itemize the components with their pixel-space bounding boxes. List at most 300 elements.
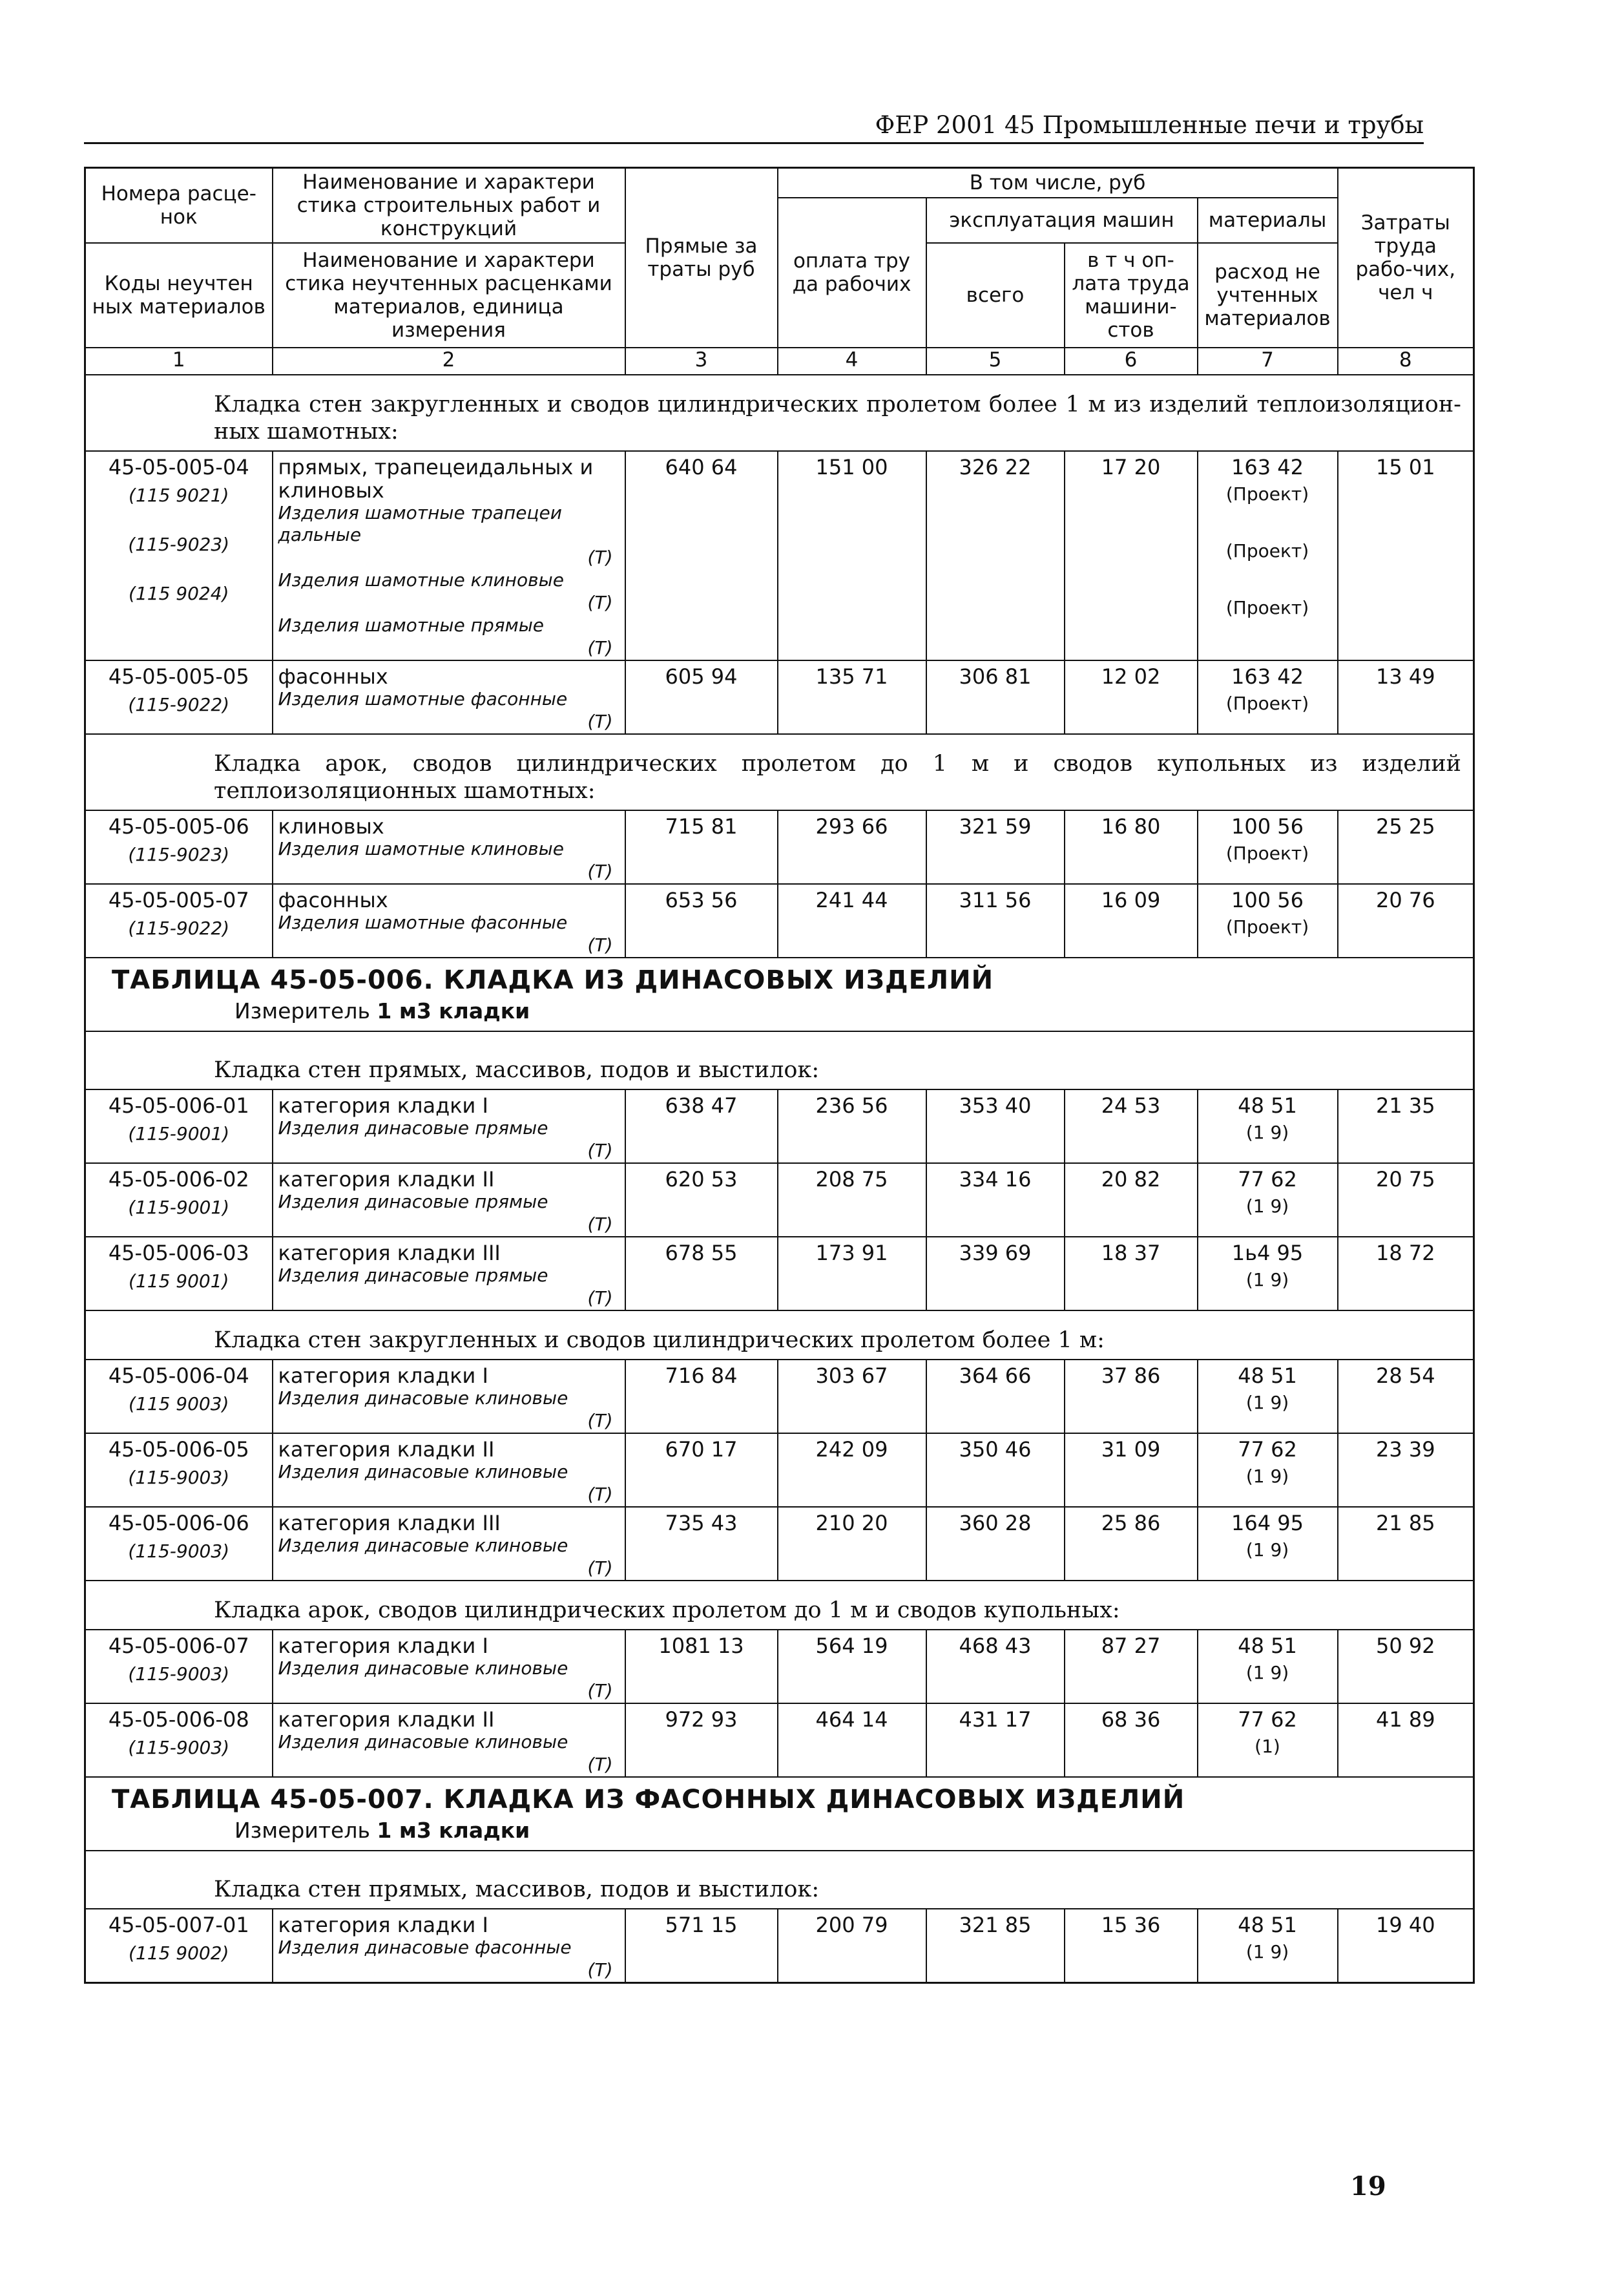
- material-code: (115 9001): [129, 1270, 229, 1292]
- table-row: [85, 810, 1474, 884]
- code-cell: [85, 1909, 273, 1983]
- value-cell-hours: [1338, 660, 1474, 734]
- section-title: Кладка стен закругленных и сводов цилиндрических пролетом более 1 м:: [85, 1310, 1474, 1360]
- material-name: Изделия шамотные клиновые: [278, 837, 564, 859]
- value-cell-labor: [778, 1630, 926, 1703]
- material-code: (115-9003): [128, 1540, 230, 1562]
- value-cell-mach-labor: [1065, 1360, 1198, 1433]
- work-name: категория кладки I: [278, 1633, 488, 1658]
- value-labor: 135 71: [815, 664, 888, 689]
- code-cell: [85, 1163, 273, 1237]
- work-name: категория кладки I: [278, 1912, 488, 1937]
- material-qty: (1 9): [1245, 1661, 1289, 1683]
- value-cell-hours: [1338, 1703, 1474, 1777]
- material-qty: (1 9): [1245, 1268, 1289, 1290]
- material-unit: (Т): [587, 1483, 613, 1505]
- work-name: категория кладки III: [278, 1240, 501, 1265]
- value-hours: 20 76: [1375, 887, 1435, 912]
- value-mat: 48 51: [1238, 1912, 1297, 1937]
- page-number: 19: [1350, 2171, 1386, 2202]
- value-cell-hours: [1338, 1630, 1474, 1703]
- name-cell: [273, 1507, 625, 1581]
- value-cell-mach: [926, 1630, 1065, 1703]
- value-mat: 100 56: [1231, 887, 1304, 912]
- value-mat: 77 62: [1238, 1707, 1297, 1732]
- material-qty: (Проект): [1225, 540, 1309, 562]
- value-hours: 20 75: [1375, 1166, 1435, 1192]
- value-labor: 242 09: [815, 1436, 888, 1462]
- table-title-block: [85, 1777, 1474, 1851]
- code-cell: [85, 1433, 273, 1507]
- material-unit: (Т): [587, 860, 613, 882]
- value-hours: 13 49: [1375, 664, 1435, 689]
- material-qty: (1 9): [1245, 1391, 1289, 1413]
- value-cell-hours: [1338, 1909, 1474, 1983]
- value-cell-mat: [1198, 1630, 1338, 1703]
- rate-code: 45-05-005-07: [108, 887, 249, 912]
- table-title-block: [85, 958, 1474, 1031]
- value-mat: 77 62: [1238, 1436, 1297, 1462]
- value-cell-mach: [926, 810, 1065, 884]
- material-code: (115 9021): [129, 484, 229, 506]
- value-labor: 236 56: [815, 1093, 888, 1118]
- column-number: 4: [778, 348, 926, 375]
- column-number: 1: [85, 348, 273, 375]
- col8-header: Затраты труда рабо-чих, чел ч: [1338, 168, 1474, 348]
- table-row: [85, 1163, 1474, 1237]
- table-row: [85, 1360, 1474, 1433]
- value-direct: 716 84: [665, 1363, 738, 1388]
- material-qty: (1 9): [1245, 1940, 1289, 1962]
- material-code: (115-9003): [128, 1736, 230, 1758]
- value-cell-mach: [926, 1089, 1065, 1163]
- value-cell-mat: [1198, 1909, 1338, 1983]
- material-qty: (1): [1254, 1735, 1280, 1757]
- value-cell-mach-labor: [1065, 1507, 1198, 1581]
- work-name: клиновых: [278, 814, 384, 839]
- materials-header: материалы: [1198, 198, 1338, 243]
- value-labor: 210 20: [815, 1510, 888, 1535]
- value-cell-mat: [1198, 810, 1338, 884]
- meter-label: Измеритель: [234, 998, 370, 1024]
- value-mach: 431 17: [959, 1707, 1032, 1732]
- value-labor: 208 75: [815, 1166, 888, 1192]
- value-cell-mat: [1198, 660, 1338, 734]
- value-direct: 972 93: [665, 1707, 738, 1732]
- value-mach-labor: 87 27: [1101, 1633, 1161, 1658]
- value-mat: 48 51: [1238, 1633, 1297, 1658]
- table-row: [85, 1703, 1474, 1777]
- value-direct: 571 15: [665, 1912, 738, 1937]
- code-cell: [85, 884, 273, 958]
- value-cell-mach: [926, 1909, 1065, 1983]
- name-cell: [273, 1703, 625, 1777]
- table-row: [85, 660, 1474, 734]
- value-cell-mach: [926, 1360, 1065, 1433]
- value-cell-hours: [1338, 1163, 1474, 1237]
- material-name: Изделия шамотные прямые: [278, 614, 545, 636]
- value-hours: 15 01: [1375, 454, 1435, 479]
- value-direct: 1081 13: [658, 1633, 744, 1658]
- value-cell-labor: [778, 810, 926, 884]
- value-cell-labor: [778, 1237, 926, 1310]
- col5-header: всего: [926, 243, 1065, 348]
- work-name: категория кладки II: [278, 1707, 495, 1732]
- meter-line: [234, 1819, 1447, 1842]
- column-number: 2: [273, 348, 625, 375]
- value-cell-labor: [778, 1163, 926, 1237]
- value-cell-hours: [1338, 1507, 1474, 1581]
- value-mat: 1ь4 95: [1231, 1240, 1304, 1265]
- material-unit: (Т): [587, 1557, 613, 1579]
- rate-code: 45-05-005-04: [108, 454, 249, 479]
- value-cell-hours: [1338, 451, 1474, 660]
- material-qty: (1 9): [1245, 1195, 1289, 1217]
- value-mach: 339 69: [959, 1240, 1032, 1265]
- column-number: 7: [1198, 348, 1338, 375]
- value-mach: 311 56: [959, 887, 1032, 912]
- value-cell-direct: [625, 1703, 778, 1777]
- name-cell: [273, 810, 625, 884]
- value-labor: 241 44: [815, 887, 888, 912]
- value-cell-mat: [1198, 1507, 1338, 1581]
- name-cell: [273, 1630, 625, 1703]
- material-code: (115 9024): [129, 582, 229, 604]
- code-cell: [85, 660, 273, 734]
- code-cell: [85, 1089, 273, 1163]
- value-mach-labor: 16 80: [1101, 814, 1161, 839]
- col2-header-top: Наименование и характери стика строительных работ и конструкций: [273, 168, 625, 243]
- value-cell-labor: [778, 1703, 926, 1777]
- value-cell-direct: [625, 1089, 778, 1163]
- value-mach-labor: 18 37: [1101, 1240, 1161, 1265]
- value-cell-direct: [625, 451, 778, 660]
- value-cell-hours: [1338, 1089, 1474, 1163]
- material-code: (115-9022): [128, 693, 230, 715]
- material-unit: (Т): [587, 591, 613, 613]
- material-unit: (Т): [587, 1959, 613, 1981]
- meter-value: 1 м3 кладки: [377, 998, 530, 1024]
- column-number: 5: [926, 348, 1065, 375]
- value-cell-hours: [1338, 884, 1474, 958]
- value-cell-labor: [778, 451, 926, 660]
- value-direct: 620 53: [665, 1166, 738, 1192]
- material-unit: (Т): [587, 636, 613, 658]
- value-labor: 293 66: [815, 814, 888, 839]
- section-title: Кладка стен прямых, массивов, подов и выстилок:: [85, 1031, 1474, 1089]
- value-cell-mach: [926, 1237, 1065, 1310]
- material-code: (115-9023): [128, 843, 230, 865]
- value-cell-mach: [926, 660, 1065, 734]
- value-mat: 163 42: [1231, 454, 1304, 479]
- value-mat: 164 95: [1231, 1510, 1304, 1535]
- value-cell-mat: [1198, 1089, 1338, 1163]
- value-direct: 640 64: [665, 454, 738, 479]
- value-cell-direct: [625, 1237, 778, 1310]
- table-row: [85, 1433, 1474, 1507]
- col3-header: Прямые за траты руб: [625, 168, 778, 348]
- name-cell: [273, 660, 625, 734]
- material-code: (115 9003): [129, 1393, 229, 1414]
- incl-header: В том числе, руб: [778, 168, 1338, 198]
- value-cell-mat: [1198, 1163, 1338, 1237]
- value-cell-mach-labor: [1065, 1237, 1198, 1310]
- material-name: Изделия шамотные фасонные: [278, 911, 568, 933]
- value-cell-mach-labor: [1065, 1163, 1198, 1237]
- value-direct: 605 94: [665, 664, 738, 689]
- material-code: (115-9001): [128, 1196, 230, 1218]
- material-name: Изделия динасовые фасонные: [278, 1936, 572, 1958]
- material-code: (115-9023): [128, 533, 230, 555]
- value-direct: 638 47: [665, 1093, 738, 1118]
- value-mach: 350 46: [959, 1436, 1032, 1462]
- value-hours: 28 54: [1375, 1363, 1435, 1388]
- value-mach: 353 40: [959, 1093, 1032, 1118]
- value-hours: 21 85: [1375, 1510, 1435, 1535]
- material-unit: (Т): [587, 710, 613, 732]
- meter-label: Измеритель: [234, 1817, 370, 1843]
- value-cell-mach: [926, 1703, 1065, 1777]
- rate-code: 45-05-006-03: [108, 1240, 249, 1265]
- table-row: [85, 1089, 1474, 1163]
- value-cell-direct: [625, 1909, 778, 1983]
- column-number: 6: [1065, 348, 1198, 375]
- code-cell: [85, 1703, 273, 1777]
- material-code: (115-9001): [128, 1122, 230, 1144]
- table-row: [85, 1237, 1474, 1310]
- value-cell-mat: [1198, 1433, 1338, 1507]
- value-hours: 23 39: [1375, 1436, 1435, 1462]
- value-hours: 50 92: [1375, 1633, 1435, 1658]
- value-cell-mach-labor: [1065, 451, 1198, 660]
- value-cell-mach-labor: [1065, 810, 1198, 884]
- meter-value: 1 м3 кладки: [377, 1817, 530, 1843]
- value-hours: 21 35: [1375, 1093, 1435, 1118]
- table-row: [85, 1507, 1474, 1581]
- material-qty: (Проект): [1225, 483, 1309, 505]
- value-labor: 173 91: [815, 1240, 888, 1265]
- value-cell-hours: [1338, 1237, 1474, 1310]
- value-cell-direct: [625, 660, 778, 734]
- value-mach-labor: 68 36: [1101, 1707, 1161, 1732]
- work-name: прямых, трапецеидальных и клиновых: [278, 454, 594, 503]
- section-title: Кладка арок, сводов цилиндрических пролетом до 1 м и сводов купольных из изделий теплоизоляционных шамотных:: [85, 734, 1474, 810]
- rate-code: 45-05-006-02: [108, 1166, 249, 1192]
- value-mat: 100 56: [1231, 814, 1304, 839]
- value-direct: 653 56: [665, 887, 738, 912]
- value-mach: 364 66: [959, 1363, 1032, 1388]
- value-cell-mat: [1198, 1360, 1338, 1433]
- value-labor: 151 00: [815, 454, 888, 479]
- column-number: 8: [1338, 348, 1474, 375]
- value-labor: 303 67: [815, 1363, 888, 1388]
- col6-header: в т ч оп-лата труда машини-стов: [1065, 243, 1198, 348]
- value-cell-direct: [625, 1433, 778, 1507]
- work-name: категория кладки III: [278, 1510, 501, 1535]
- table-row: [85, 1909, 1474, 1983]
- value-cell-mach: [926, 884, 1065, 958]
- value-cell-labor: [778, 1507, 926, 1581]
- value-cell-mat: [1198, 884, 1338, 958]
- value-mach-labor: 20 82: [1101, 1166, 1161, 1192]
- value-cell-mach: [926, 451, 1065, 660]
- material-unit: (Т): [587, 1753, 613, 1775]
- material-name: Изделия динасовые прямые: [278, 1117, 548, 1139]
- value-cell-mach-labor: [1065, 1909, 1198, 1983]
- value-cell-direct: [625, 1507, 778, 1581]
- page-header: ФЕР 2001 45 Промышленные печи и трубы: [84, 111, 1424, 144]
- value-cell-mach-labor: [1065, 1703, 1198, 1777]
- work-name: категория кладки II: [278, 1166, 495, 1192]
- name-cell: [273, 1237, 625, 1310]
- material-name: Изделия динасовые клиновые: [278, 1387, 568, 1409]
- section-title: Кладка арок, сводов цилиндрических пролетом до 1 м и сводов купольных:: [85, 1581, 1474, 1630]
- value-mach: 360 28: [959, 1510, 1032, 1535]
- material-name: Изделия шамотные клиновые: [278, 569, 564, 591]
- rate-code: 45-05-007-01: [108, 1912, 249, 1937]
- material-name: Изделия динасовые прямые: [278, 1190, 548, 1212]
- value-direct: 715 81: [665, 814, 738, 839]
- section-title: Кладка стен прямых, массивов, подов и выстилок:: [85, 1851, 1474, 1909]
- value-cell-labor: [778, 1089, 926, 1163]
- column-number: 3: [625, 348, 778, 375]
- rate-code: 45-05-006-06: [108, 1510, 249, 1535]
- material-code: (115-9022): [128, 917, 230, 939]
- value-cell-mach-labor: [1065, 660, 1198, 734]
- value-cell-labor: [778, 1360, 926, 1433]
- value-mat: 48 51: [1238, 1363, 1297, 1388]
- value-cell-mat: [1198, 1237, 1338, 1310]
- material-name: Изделия динасовые клиновые: [278, 1730, 568, 1752]
- value-cell-labor: [778, 1433, 926, 1507]
- work-name: фасонных: [278, 664, 388, 689]
- material-code: (115-9003): [128, 1663, 230, 1685]
- material-code: (115-9003): [128, 1466, 230, 1488]
- material-qty: (1 9): [1245, 1539, 1289, 1561]
- value-cell-direct: [625, 1360, 778, 1433]
- code-cell: [85, 1630, 273, 1703]
- value-mat: 163 42: [1231, 664, 1304, 689]
- value-mach-labor: 31 09: [1101, 1436, 1161, 1462]
- value-hours: 18 72: [1375, 1240, 1435, 1265]
- table-row: [85, 1630, 1474, 1703]
- value-hours: 41 89: [1375, 1707, 1435, 1732]
- value-cell-mat: [1198, 1703, 1338, 1777]
- col1-header-bottom: Коды неучтен ных материалов: [85, 243, 273, 348]
- value-direct: 735 43: [665, 1510, 738, 1535]
- value-labor: 564 19: [815, 1633, 888, 1658]
- value-cell-labor: [778, 660, 926, 734]
- material-unit: (Т): [587, 1287, 613, 1309]
- work-name: фасонных: [278, 887, 388, 912]
- value-mach: 321 59: [959, 814, 1032, 839]
- code-cell: [85, 810, 273, 884]
- material-qty: (Проект): [1225, 692, 1309, 714]
- material-qty: (Проект): [1225, 596, 1309, 618]
- value-mach: 334 16: [959, 1166, 1032, 1192]
- rate-code: 45-05-005-05: [108, 664, 249, 689]
- value-mat: 77 62: [1238, 1166, 1297, 1192]
- value-cell-direct: [625, 884, 778, 958]
- name-cell: [273, 451, 625, 660]
- value-mach-labor: 12 02: [1101, 664, 1161, 689]
- rates-table: [84, 167, 1475, 1984]
- value-cell-hours: [1338, 1433, 1474, 1507]
- material-qty: (Проект): [1225, 916, 1309, 938]
- rate-code: 45-05-006-01: [108, 1093, 249, 1118]
- material-qty: (1 9): [1245, 1121, 1289, 1143]
- code-cell: [85, 1360, 273, 1433]
- material-unit: (Т): [587, 1409, 613, 1431]
- value-cell-mach-labor: [1065, 1089, 1198, 1163]
- value-cell-mach: [926, 1507, 1065, 1581]
- code-cell: [85, 1237, 273, 1310]
- rate-code: 45-05-006-04: [108, 1363, 249, 1388]
- rate-code: 45-05-006-07: [108, 1633, 249, 1658]
- work-name: категория кладки I: [278, 1093, 488, 1118]
- name-cell: [273, 1433, 625, 1507]
- value-cell-mat: [1198, 451, 1338, 660]
- material-name: Изделия динасовые клиновые: [278, 1534, 568, 1556]
- value-mat: 48 51: [1238, 1093, 1297, 1118]
- name-cell: [273, 1909, 625, 1983]
- material-name: Изделия динасовые клиновые: [278, 1460, 568, 1482]
- name-cell: [273, 1360, 625, 1433]
- material-unit: (Т): [587, 934, 613, 956]
- value-mach-labor: 16 09: [1101, 887, 1161, 912]
- value-cell-hours: [1338, 1360, 1474, 1433]
- material-unit: (Т): [587, 1679, 613, 1701]
- value-labor: 464 14: [815, 1707, 888, 1732]
- value-cell-direct: [625, 1630, 778, 1703]
- rate-code: 45-05-006-05: [108, 1436, 249, 1462]
- value-direct: 678 55: [665, 1240, 738, 1265]
- work-name: категория кладки I: [278, 1363, 488, 1388]
- value-cell-mach: [926, 1433, 1065, 1507]
- value-mach-labor: 25 86: [1101, 1510, 1161, 1535]
- value-mach-labor: 17 20: [1101, 454, 1161, 479]
- material-qty: (Проект): [1225, 842, 1309, 864]
- value-labor: 200 79: [815, 1912, 888, 1937]
- value-cell-mach-labor: [1065, 1630, 1198, 1703]
- value-mach: 306 81: [959, 664, 1032, 689]
- material-name: Изделия динасовые клиновые: [278, 1657, 568, 1679]
- machines-header: эксплуатация машин: [926, 198, 1198, 243]
- value-mach-labor: 24 53: [1101, 1093, 1161, 1118]
- col2-header-bottom: Наименование и характери стика неучтенных расценками материалов, единица измерения: [273, 243, 625, 348]
- code-cell: [85, 1507, 273, 1581]
- value-cell-direct: [625, 810, 778, 884]
- value-mach-labor: 15 36: [1101, 1912, 1161, 1937]
- table-title: ТАБЛИЦА 45-05-007. КЛАДКА ИЗ ФАСОННЫХ ДИНАСОВЫХ ИЗДЕЛИЙ: [112, 1784, 1185, 1814]
- section-title: Кладка стен закругленных и сводов цилиндрических пролетом более 1 м из изделий теплоизоляцион-ных шамотных:: [85, 375, 1474, 451]
- name-cell: [273, 884, 625, 958]
- col4-header: оплата тру да рабочих: [778, 198, 926, 348]
- rate-code: 45-05-005-06: [108, 814, 249, 839]
- value-cell-labor: [778, 884, 926, 958]
- table-row: [85, 451, 1474, 660]
- material-name: Изделия динасовые прямые: [278, 1264, 548, 1286]
- value-cell-hours: [1338, 810, 1474, 884]
- value-hours: 25 25: [1375, 814, 1435, 839]
- value-cell-direct: [625, 1163, 778, 1237]
- value-cell-mach-labor: [1065, 1433, 1198, 1507]
- value-hours: 19 40: [1375, 1912, 1435, 1937]
- value-mach: 321 85: [959, 1912, 1032, 1937]
- material-unit: (Т): [587, 1139, 613, 1161]
- work-name: категория кладки II: [278, 1436, 495, 1462]
- material-name: Изделия шамотные фасонные: [278, 688, 568, 710]
